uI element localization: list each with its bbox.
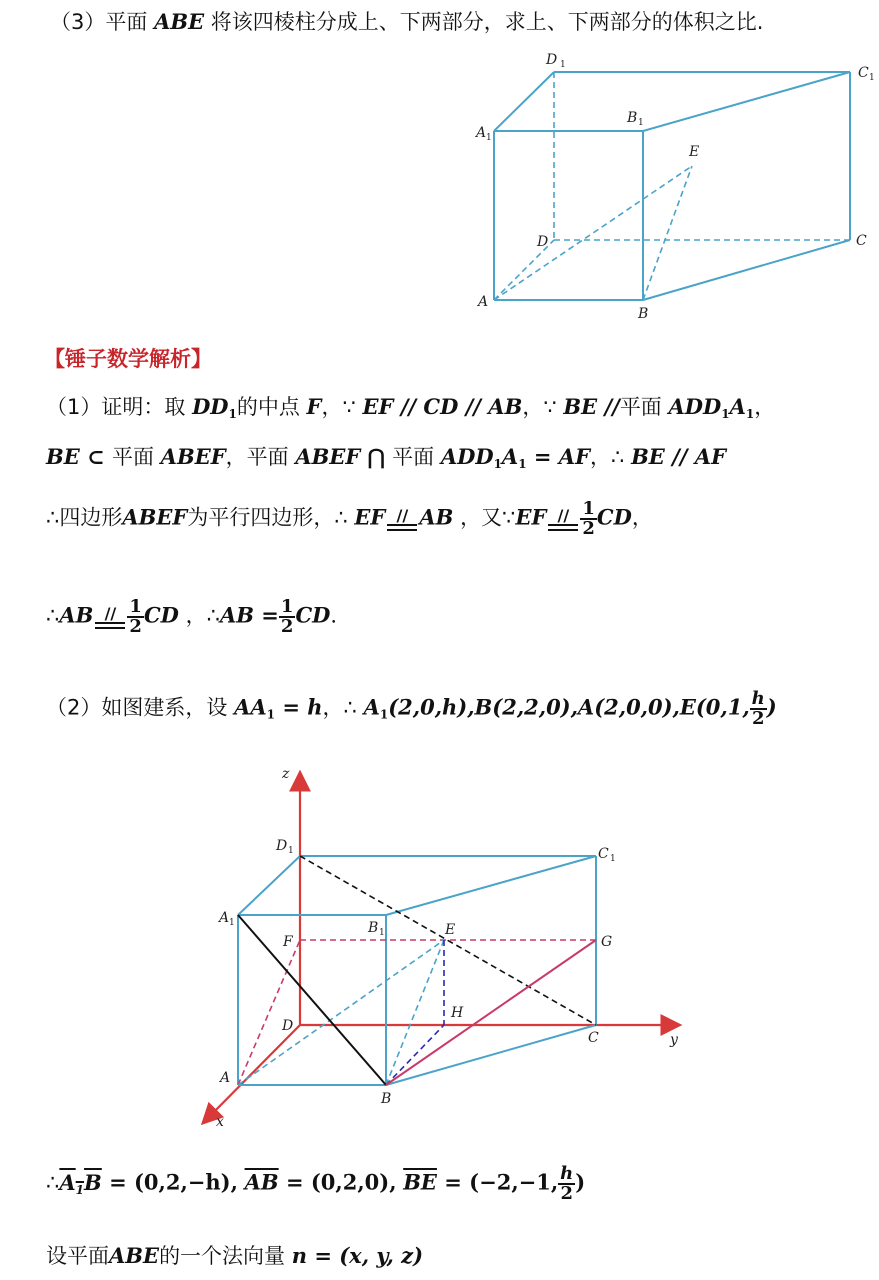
- math: A: [729, 394, 746, 419]
- label-d: D: [537, 234, 549, 250]
- sub: 1: [638, 118, 644, 128]
- label-b: B: [381, 1091, 392, 1107]
- edge-a1d1: [238, 856, 300, 915]
- text: 设平面: [46, 1244, 109, 1268]
- label-x: x: [216, 1114, 224, 1130]
- label-c1: C: [598, 846, 609, 862]
- text: ∴四边形: [46, 505, 123, 530]
- normal-vector-line: [46, 1240, 423, 1270]
- figure-prism-2-coordinates: [0, 760, 879, 1140]
- label-b1: B: [368, 920, 379, 936]
- edge-b1c1: [643, 72, 850, 131]
- math: = (−2,−1,: [436, 1169, 559, 1195]
- text: ，: [754, 395, 776, 419]
- text: ，∵: [321, 395, 356, 419]
- proof-line-1: [46, 391, 775, 421]
- equal-bars: [548, 524, 578, 531]
- part-number: （2）: [46, 695, 102, 720]
- parallel-mark: //: [557, 505, 570, 525]
- math: AB: [419, 504, 454, 530]
- math: BE //: [563, 394, 620, 419]
- denominator: 2: [129, 616, 142, 637]
- math: (0,1,: [695, 694, 750, 720]
- vectors-line: [46, 1165, 585, 1203]
- parallel-equal-symbol: [548, 505, 578, 531]
- text: 平面: [392, 445, 435, 469]
- math: EF: [515, 504, 547, 530]
- math: A: [363, 694, 380, 720]
- math: BE // AF: [631, 444, 726, 469]
- math: CD: [596, 504, 632, 530]
- fraction-h-half: [558, 1165, 575, 1203]
- part-number: （1）: [46, 395, 102, 419]
- label-g: G: [601, 934, 613, 950]
- segment-be: [386, 940, 444, 1085]
- text: .: [330, 603, 338, 628]
- math: DD: [192, 394, 229, 419]
- text: 的一个法向量: [159, 1244, 286, 1268]
- math: A: [59, 1169, 76, 1195]
- sub: 1: [721, 407, 730, 421]
- proof-line-2: [46, 441, 726, 471]
- fraction-h-half: [750, 690, 767, 728]
- label-d1: D: [546, 52, 558, 68]
- text: 平面: [105, 10, 148, 34]
- text: 将该四棱柱分成上、下两部分，求上、下两部分的体积之比.: [204, 10, 764, 34]
- edge-bc: [386, 1025, 596, 1085]
- math: A: [501, 444, 519, 469]
- edge-a1d1: [494, 72, 554, 131]
- label-b: B: [638, 306, 649, 322]
- label-y: y: [670, 1032, 678, 1048]
- label-h: H: [451, 1005, 464, 1021]
- label-e: E: [445, 922, 456, 938]
- math: CD: [295, 602, 331, 628]
- fraction-half: [279, 598, 296, 636]
- text: ，又∵: [460, 505, 516, 530]
- part-2-line: [46, 690, 777, 728]
- parallel-equal-symbol: [387, 505, 417, 531]
- math: ABEF: [160, 444, 226, 469]
- label-a: A: [478, 294, 489, 310]
- normal-vector-n: n: [291, 1243, 308, 1268]
- sub: 1: [493, 457, 502, 471]
- math: ⊂: [79, 444, 112, 469]
- math: (2,0,h),: [388, 694, 475, 720]
- sub: 1: [518, 457, 527, 471]
- fraction-half: [127, 598, 144, 636]
- equal-bars: [95, 622, 125, 629]
- math: ): [575, 1169, 586, 1195]
- sub: 1: [75, 1182, 85, 1197]
- math: CD: [143, 602, 179, 628]
- math: ABE: [109, 1243, 160, 1268]
- label-a: A: [220, 1070, 231, 1086]
- math: A(2,0,0),: [577, 694, 680, 720]
- denominator: 2: [582, 518, 595, 539]
- text: ∴: [46, 1170, 60, 1195]
- text: 如图建系，设: [101, 695, 228, 720]
- question-3: [50, 6, 763, 36]
- math: EF: [354, 504, 386, 530]
- text: ，∴: [322, 695, 357, 720]
- sub: 1: [745, 407, 755, 421]
- math: BE: [46, 444, 80, 469]
- label-a1: A: [219, 910, 230, 926]
- math: = AF: [526, 444, 590, 469]
- label-f: F: [283, 934, 293, 950]
- sub: 1: [869, 73, 875, 83]
- axis-x: [204, 1025, 300, 1122]
- text: ，∴: [590, 445, 625, 469]
- equal-bars: [387, 524, 417, 531]
- parallel-mark: //: [104, 603, 117, 623]
- numerator: h: [751, 688, 765, 709]
- text: ，: [631, 505, 653, 530]
- label-c: C: [856, 233, 867, 249]
- sub: 1: [288, 846, 294, 856]
- proof-line-4: [46, 598, 337, 636]
- segment-be: [643, 166, 692, 300]
- text: ，∵: [522, 395, 557, 419]
- math: AB =: [219, 602, 279, 628]
- sub: 1: [610, 854, 616, 864]
- math: B: [84, 1169, 102, 1195]
- label-d1: D: [276, 838, 288, 854]
- math: E: [679, 694, 696, 720]
- math: AB: [59, 602, 94, 628]
- vector-ab: $\overline{AB}$: [244, 1169, 279, 1195]
- label-c1: C: [858, 65, 869, 81]
- edge-b1c1: [386, 856, 596, 915]
- text: 证明：取: [101, 395, 186, 419]
- sub: 1: [228, 407, 237, 421]
- sub: 1: [229, 918, 235, 928]
- text: 平面: [111, 445, 154, 469]
- label-a1: A: [476, 125, 487, 141]
- vector-be: $\overline{BE}$: [403, 1169, 437, 1195]
- math: = (0,2,−h),: [101, 1169, 238, 1195]
- proof-line-3: [46, 500, 653, 538]
- math: = h: [275, 694, 323, 720]
- text: ，∴: [185, 603, 220, 628]
- math: ): [766, 694, 777, 720]
- denominator: 2: [558, 1183, 575, 1203]
- text: ∴: [46, 603, 60, 628]
- math: = (x, y, z): [307, 1243, 424, 1268]
- label-d: D: [282, 1018, 294, 1034]
- denominator: 2: [750, 708, 767, 728]
- segment-ae: [238, 940, 444, 1085]
- math: AA: [234, 694, 267, 720]
- denominator: 2: [280, 616, 294, 637]
- figure-prism-1: [0, 40, 879, 370]
- numerator: h: [560, 1163, 574, 1184]
- numerator: 1: [582, 498, 595, 519]
- text: ，平面: [225, 445, 289, 469]
- sub: 1: [379, 707, 389, 722]
- parallel-mark: //: [396, 505, 409, 525]
- math: B(2,2,0),: [474, 694, 578, 720]
- math: ABEF: [295, 444, 361, 469]
- sub: 1: [379, 928, 385, 938]
- edge-bc: [643, 240, 850, 300]
- label-c: C: [588, 1030, 599, 1046]
- segment-bg: [386, 940, 596, 1085]
- text: 为平行四边形，∴: [187, 505, 348, 530]
- numerator: 1: [280, 596, 294, 617]
- question-number: （3）: [50, 10, 106, 34]
- sub: 1: [266, 707, 276, 722]
- math: = (0,2,0),: [278, 1169, 397, 1195]
- analysis-heading: 【锤子数学解析】: [44, 347, 212, 371]
- math: EF // CD // AB: [362, 394, 523, 419]
- math: ⋂: [360, 444, 393, 469]
- math: ADD: [668, 394, 722, 419]
- vector-a1b: [59, 1170, 101, 1195]
- fraction-half: [580, 500, 597, 538]
- segment-af: [238, 940, 300, 1085]
- math: F: [306, 394, 322, 419]
- sub: 1: [560, 60, 566, 70]
- label-e: E: [689, 144, 700, 160]
- label-b1: B: [627, 110, 638, 126]
- label-z: z: [282, 766, 290, 782]
- plane-label: ABE: [154, 9, 205, 34]
- text: 平面: [619, 395, 662, 419]
- text: 的中点: [236, 395, 300, 419]
- numerator: 1: [129, 596, 142, 617]
- math: ABEF: [122, 504, 188, 530]
- segment-ae: [494, 166, 692, 300]
- math: ADD: [440, 444, 494, 469]
- parallel-equal-symbol: [95, 603, 125, 629]
- sub: 1: [486, 133, 492, 143]
